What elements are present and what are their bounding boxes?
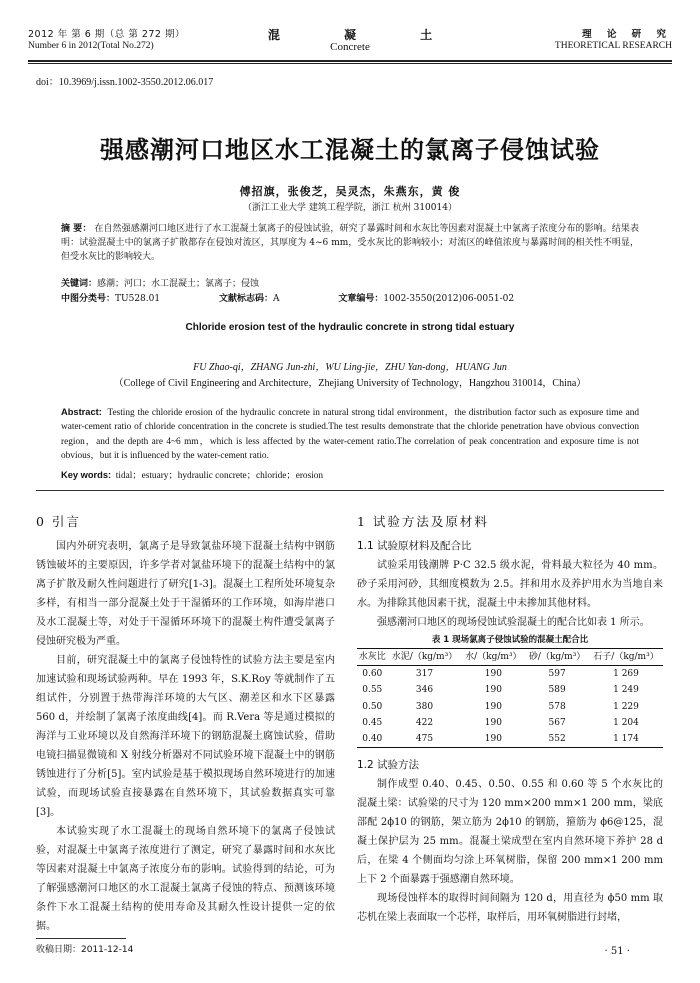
received-date: 收稿日期：2011-12-14 <box>36 938 126 960</box>
table-cell: 1 269 <box>613 669 639 680</box>
table-cell: 190 <box>484 734 502 745</box>
keywords-label: 关键词： <box>61 279 98 289</box>
en-keywords-label: Key words: <box>61 470 112 480</box>
table-cell: 589 <box>548 685 566 696</box>
clc-number: 中图分类号：TU528.01 <box>61 294 161 304</box>
english-affiliation: （College of Civil Engineering and Architecture，Zhejiang University of Technology，Hangzhou 310014，China） <box>113 378 587 389</box>
table-row <box>357 682 663 698</box>
table-row <box>357 666 663 683</box>
page-number: · 51 · <box>604 946 630 957</box>
doi[interactable]: doi：10.3969/j.issn.1002-3550.2012.06.017 <box>36 77 214 88</box>
section-1-paragraph-1: 试验采用钱潮牌 P·C 32.5 级水泥，骨料最大粒径为 40 mm。砂子采用河砂，其细度模数为 2.5。拌和用水及养护用水为当地自来水。为排除其他因素干扰，混凝土中未掺加其他材料。 <box>357 560 663 609</box>
table-cell: 597 <box>548 669 566 680</box>
paper-title: 强感潮河口地区水工混凝土的氯离子侵蚀试验 <box>100 136 600 164</box>
en-abstract-label: Abstract: <box>61 407 102 417</box>
issue-cn: 2012 年 第 6 期（总 第 272 期） <box>28 29 185 40</box>
subsection-1-1-heading: 1.1 试验原材料及配合比 <box>357 540 472 552</box>
document-code: 文献标志码：A <box>218 294 280 304</box>
table-cell: 552 <box>548 734 566 745</box>
table-row <box>357 699 663 715</box>
table-row <box>357 731 663 748</box>
table-row <box>357 715 663 731</box>
table-cell: 346 <box>415 685 434 696</box>
journal-name-cn: 混 凝 土 <box>267 28 463 42</box>
table-cell: 190 <box>484 701 502 712</box>
table-cell: 317 <box>415 669 434 680</box>
subsection-1-2-heading: 1.2 试验方法 <box>357 759 420 772</box>
table-1-caption: 表 1 现场氯离子侵蚀试验的混凝土配合比 <box>431 635 589 645</box>
section-1-heading: 1 试验方法及原材料 <box>357 514 489 529</box>
en-keywords-text: tidal；estuary；hydraulic concrete；chloride；erosion <box>115 471 324 481</box>
table-header: 石子/（kg/m³） <box>593 652 659 662</box>
table-header-row <box>357 649 663 666</box>
table-cell: 0.50 <box>362 701 383 712</box>
table-cell: 190 <box>484 685 502 696</box>
authors: 傅招旗，张俊芝，吴灵杰，朱燕东，黄 俊 <box>239 185 461 198</box>
english-authors: FU Zhao-qi，ZHANG Jun-zhi，WU Ling-jie，ZHU Yan-dong，HUANG Jun <box>193 362 507 373</box>
section-1-paragraph-3: 制作成型 0.40、0.45、0.50、0.55 和 0.60 等 5 个水灰比的混凝土梁：试验梁的尺寸为 120 mm×200 mm×1 200 mm，梁底部配 2ϕ10 的钢筋，架立筋为 2ϕ10 的钢筋，箍筋为 ϕ6@125，混凝土保护层为 25 mm。混凝土梁成型在室内自然环境下养护 28 d 后，在梁 4 个侧面均匀涂上环氧树脂，保留 200 mm×1 200 mm 上下 2 个面暴露于强感潮自然环境。 <box>357 779 663 886</box>
table-cell: 190 <box>484 669 502 680</box>
affiliation: （浙江工业大学 建筑工程学院，浙江 杭州 310014） <box>243 203 457 213</box>
header-rule <box>28 60 672 64</box>
intro-paragraph-1: 国内外研究表明，氯离子是导致氯盐环境下混凝土结构中钢筋锈蚀破坏的主要原因，许多学者对氯盐环境下的混凝土结构中的氯离子扩散及耐久性问题进行了研究[1-3]。混凝土工程所处环境复杂多样，有相当一部分混凝土处于干湿循环的工作环境，如海岸港口及水工混凝土等，对处于干湿循环环境下的混凝土构件遭受氯离子侵蚀研究极为严重。 <box>36 541 335 647</box>
table-header: 水/（kg/m³） <box>465 652 522 662</box>
table-header: 砂/（kg/m³） <box>528 652 586 662</box>
abstract-cn <box>61 222 639 264</box>
issue-en: Number 6 in 2012(Total No.272) <box>28 41 154 51</box>
table-cell: 578 <box>548 701 566 712</box>
classification <box>61 291 639 304</box>
section-1-paragraph-2: 强感潮河口地区的现场侵蚀试验混凝土的配合比如表 1 所示。 <box>377 617 650 628</box>
section-name-cn: 理 论 研 究 <box>582 29 672 40</box>
table-cell: 0.55 <box>362 685 383 696</box>
table-cell: 0.45 <box>362 717 383 728</box>
table-cell: 422 <box>415 717 434 728</box>
table-1 <box>357 648 663 748</box>
table-cell: 475 <box>415 734 434 745</box>
intro-paragraph-3: 本试验实现了水工混凝土的现场自然环境下的氯离子侵蚀试验，对混凝土中氯离子浓度进行了测定，研究了暴露时间和水灰比等因素对混凝土中氯离子浓度分布的影响。试验得到的结论，可为了解强感潮河口地区的水工混凝土氯离子侵蚀的特点、预测该环境条件下水工混凝土结构的使用寿命及其耐久性设计提供一定的依据。 <box>36 826 335 932</box>
table-header: 水泥/（kg/m³） <box>391 652 458 662</box>
intro-paragraph-2: 目前，研究混凝土中的氯离子侵蚀特性的试验方法主要是室内加速试验和现场试验两种。早在 1993 年，S.K.Roy 等就制作了五组试件，分别置于热带海洋环境的大气区、潮差区和水下区暴露 560 d，并绘制了氯离子浓度曲线[4]。而 R.Vera 等是通过模拟的海洋与工业环境以及自然海洋环境下的钢筋混凝土腐蚀试验，借助电镜扫描显微镜和 X 射线分析器对不同试验环境下混凝土中的钢筋锈蚀进行了分析[5]。室内试验是基于模拟现场自然环境进行的加速试验，而现场试验直接暴露在自然环境下，其试验数据真实可靠[3]。 <box>36 655 335 818</box>
table-cell: 567 <box>548 717 566 728</box>
table-cell: 380 <box>415 701 434 712</box>
table-cell: 190 <box>484 717 502 728</box>
table-cell: 1 229 <box>613 701 639 712</box>
keywords-text: 感潮；河口；水工混凝土；氯离子；侵蚀 <box>97 279 260 289</box>
table-cell: 1 174 <box>613 734 639 745</box>
intro-heading: 0 引言 <box>36 514 81 529</box>
table-cell: 1 249 <box>613 685 639 696</box>
right-column <box>357 512 663 927</box>
abstract-text: 在自然强感潮河口地区进行了水工混凝土氯离子的侵蚀试验，研究了暴露时间和水灰比等因素对混凝土中氯离子浓度分布的影响。结果表明：试验混凝土中的氯离子扩散都存在侵蚀对流区，其厚度为 4~6 mm，受水灰比的影响较小；对流区的峰值浓度与暴露时间的相关性不明显，但受水灰比的影响较大。 <box>61 224 639 262</box>
table-header: 水灰比 <box>358 652 386 662</box>
keywords-cn <box>61 276 639 289</box>
table-cell: 1 204 <box>613 717 639 728</box>
abstract-divider <box>36 490 664 491</box>
article-id: 文章编号：1002-3550(2012)06-0051-02 <box>338 294 515 304</box>
section-name-en: THEORETICAL RESEARCH <box>554 41 672 51</box>
keywords-en <box>61 467 639 481</box>
abstract-en <box>61 405 639 463</box>
english-title: Chloride erosion test of the hydraulic concrete in strong tidal estuary <box>185 322 515 333</box>
table-cell: 0.60 <box>362 669 383 680</box>
table-cell: 0.40 <box>362 734 383 745</box>
left-column <box>36 512 335 960</box>
section-1-paragraph-4: 现场侵蚀样本的取得时间间隔为 120 d，用直径为 ϕ50 mm 取芯机在梁上表面取一个芯样，取样后，用环氧树脂进行封堵， <box>357 893 663 924</box>
abstract-label: 摘 要： <box>61 224 92 234</box>
journal-name-en: Concrete <box>330 41 370 53</box>
en-abstract-text: Testing the chloride erosion of the hydraulic concrete in natural strong tidal environment，the distribution factor such as exposure time and water-cement ratio of chloride concentration in the concrete is studied.The test results demonstrate that the chloride penetration have obvious convection region，and the depth are 4~6 mm，which is less affected by the water-cement ratio.The correlation of peak concentration and exposure time is not obvious，but it is influenced by the water-cement ratio. <box>61 408 639 461</box>
